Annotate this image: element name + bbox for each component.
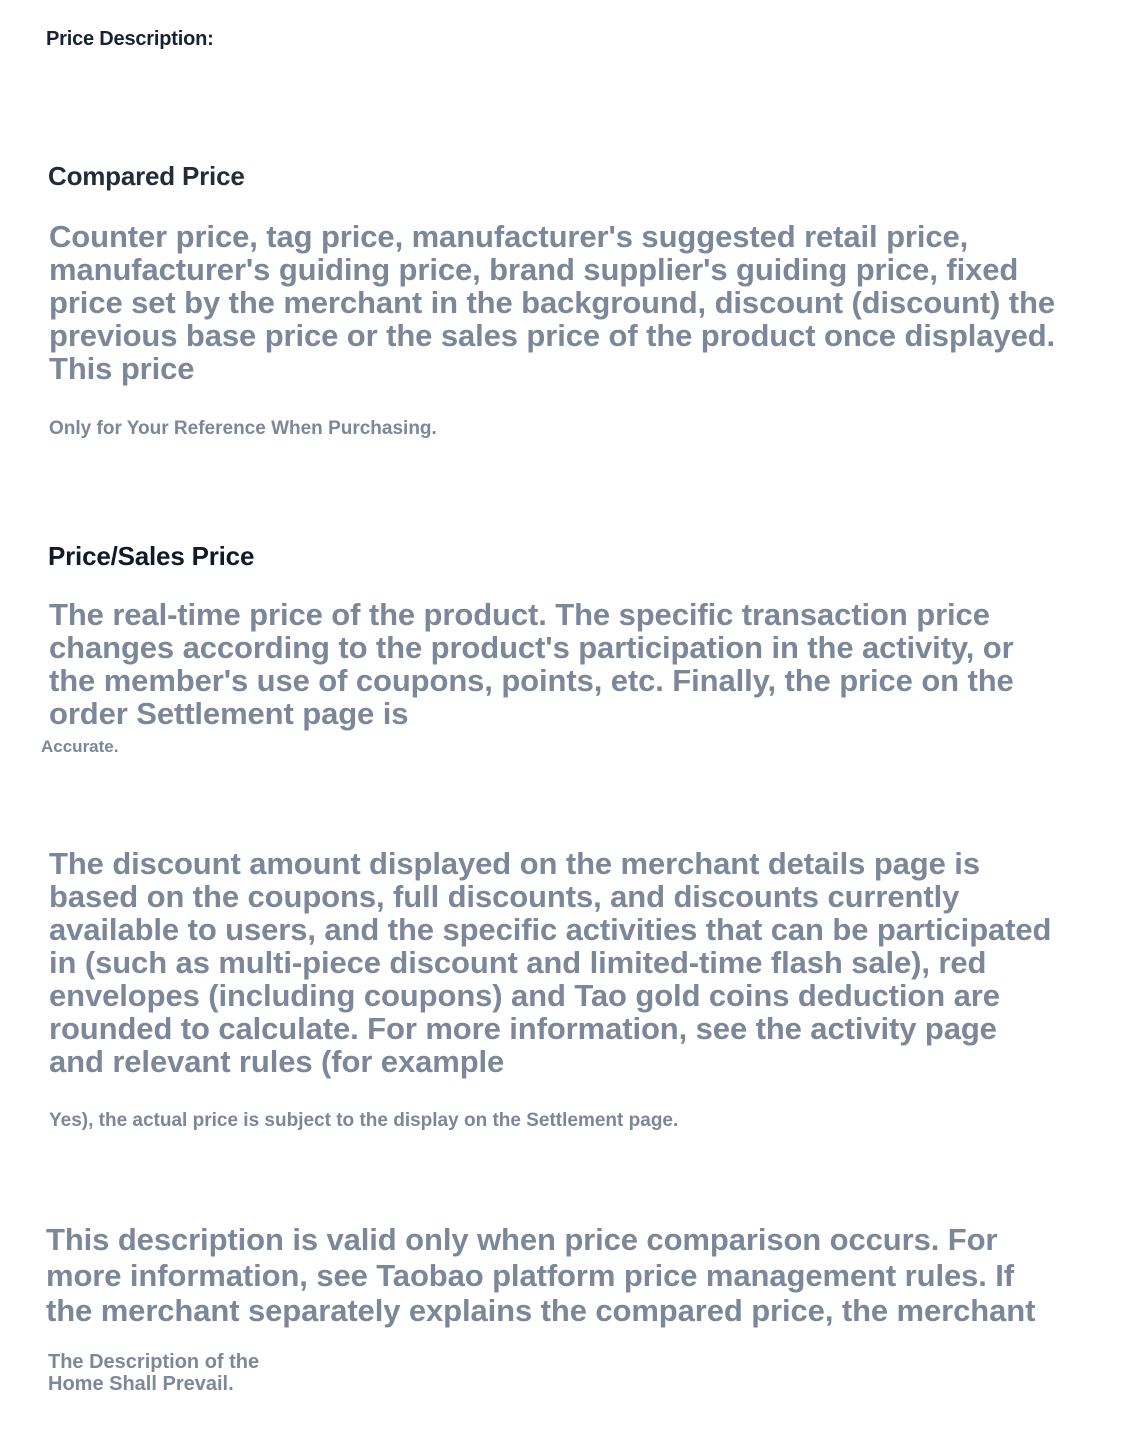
validity-description: This description is valid only when price comparison occurs. For more information, see Taobao platform price management rules. If the merchant separately explains the compared price, the merchant [46, 1222, 1036, 1328]
compared-price-description: Counter price, tag price, manufacturer's suggested retail price, manufacturer's guiding price, brand supplier's guiding price, fixed price set by the merchant in the background, discount (discount) the previous base price or the sales price of the product once displayed. This price [49, 219, 1056, 386]
discount-note: Yes), the actual price is subject to the display on the Settlement page. [49, 1110, 679, 1131]
compared-price-note: Only for Your Reference When Purchasing. [49, 418, 437, 439]
validity-note: The Description of the Home Shall Prevail. [48, 1351, 260, 1395]
compared-price-heading: Compared Price [48, 161, 245, 191]
discount-description: The discount amount displayed on the merchant details page is based on the coupons, full discounts, and discounts currently available to users, and the specific activities that can be participated in (such as multi-piece discount and limited-time flash sale), red envelopes (including coupons) and Tao gold coins deduction are rounded to calculate. For more information, see the activity page and relevant rules (for example [49, 846, 1052, 1079]
sales-price-description: The real-time price of the product. The specific transaction price changes according to the product's participation in the activity, or the member's use of coupons, points, etc. Finally, the price on the order Settlement page is [49, 597, 1014, 731]
page-title: Price Description: [46, 28, 214, 50]
sales-price-note: Accurate. [41, 737, 119, 756]
sales-price-heading: Price/Sales Price [48, 541, 255, 571]
